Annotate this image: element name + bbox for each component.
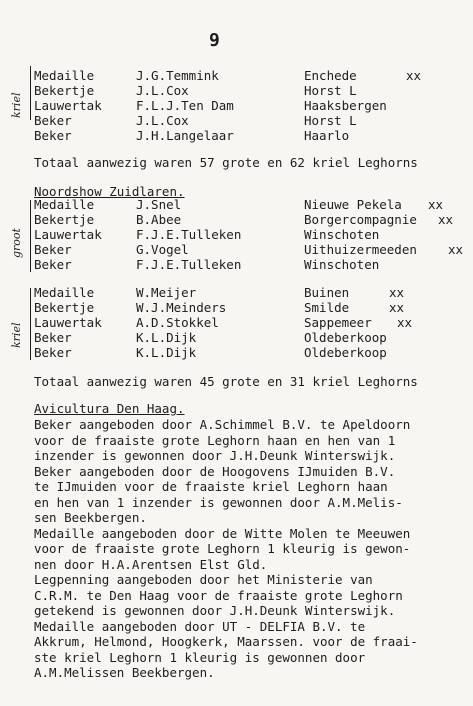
text-line: Medaille aangeboden door UT - DELFIA B.V. te <box>34 618 366 634</box>
section-title: Avicultura Den Haag. <box>34 401 185 416</box>
groot-bracket <box>30 200 31 272</box>
total-line: Totaal aanwezig waren 45 grote en 31 kriel Leghorns <box>34 374 418 389</box>
text-line: A.M.Melissen Beekbergen. <box>34 665 215 680</box>
kriel-side-label-2: kriel <box>10 322 23 348</box>
text-line: Beker aangeboden door de Hoogovens IJmuiden B.V. <box>34 463 396 479</box>
text-line: inzender is gewonnen door J.H.Deunk Winterswijk. <box>34 448 396 463</box>
page-number: 9 <box>209 30 220 51</box>
text-line: Medaille aangeboden door de Witte Molen te Meeuwen <box>34 525 411 541</box>
total-line: Totaal aanwezig waren 57 grote en 62 kriel Leghorns <box>34 155 418 170</box>
document-page: 9 kriel Medaille J.G.Temmink Enchede xx Bekertje J.L.Cox Horst L Lauwertak F.L.J.Ten Dam Haaksbergen Beker J.L.Cox Horst L Beker J.H.Langelaar Haarlo Totaal aanwezig waren 57 grote en 62 kriel Leghorns Noordshow Zuidlaren. groot Medaille J.Snel Nieuwe Pekela xx Bekertje B.Abee Borgercompagnie xx Lauwertak F.J.E.Tulleken Winschoten Beker G.Vogel Uithuizermeeden xx Beker F.J.E.Tulleken Winschoten kriel Medaille W.Meijer Buinen xx Bekertje W.J.Meinders Smilde xx Lauwertak A.D.Stokkel Sappemeer xx Beker K.L.Dijk Oldeberkoop Beker K.L.Dijk Oldeberkoop Totaal aanwezig waren 45 grote en 31 kriel Leghorns Avicultura Den Haag. Beker aangeboden door A.Schimmel B.V. te Apeldoorn voor de fraaiste grote Leghorn haan en hen van 1 inzender is gewonnen door J.H.Deunk Winterswijk. Beker aangeboden door de Hoogovens IJmuiden B.V. te IJmuiden voor de fraaiste kriel Leghorn haan en hen van 1 inzender is gewonnen door A.M.Melis- sen Beekbergen. Medaille aangeboden door de Witte Molen te Meeuwen voor de fraaiste grote Leghorn 1 kleurig is gewon- nen door H.A.Arentsen Elst Gld. Legpenning aangeboden door het Ministerie van C.R.M. te Den Haag voor de fraaiste grote Leghorn getekend is gewonnen door J.H.Deunk Winterswijk. Medaille aangeboden door UT - DELFIA B.V. te Akkrum, Helmond, Hoogkerk, Maarssen. voor de fraai- ste kriel Leghorn 1 kleurig is gewonnen door A.M.Melissen Beekbergen. <box>10 30 464 680</box>
groot-side-label: groot <box>10 228 23 258</box>
text-line: Legpenning aangeboden door het Ministerie van <box>34 572 373 587</box>
text-line: sen Beekbergen. <box>34 510 147 525</box>
text-line: nen door H.A.Arentsen Elst Gld. <box>34 556 268 572</box>
text-line: C.R.M. te Den Haag voor de fraaiste grote Leghorn <box>34 587 403 603</box>
body-paragraph <box>34 417 464 681</box>
text-line: te IJmuiden voor de fraaiste kriel Leghorn haan <box>34 479 388 494</box>
text-line: getekend is gewonnen door J.H.Deunk Winterswijk. <box>34 603 396 618</box>
text-line: voor de fraaiste grote Leghorn haan en hen van 1 <box>34 432 396 448</box>
kriel-bracket-2 <box>30 288 31 360</box>
kriel-bracket <box>30 66 31 120</box>
text-line: ste kriel Leghorn 1 kleurig is gewonnen door <box>34 649 366 665</box>
text-line: voor de fraaiste grote Leghorn 1 kleurig is gewon- <box>34 541 411 556</box>
text-line: Beker aangeboden door A.Schimmel B.V. te Apeldoorn <box>34 417 411 432</box>
text-line: en hen van 1 inzender is gewonnen door A.M.Melis- <box>34 494 403 510</box>
kriel-side-label: kriel <box>10 92 23 118</box>
text-line: Akkrum, Helmond, Hoogkerk, Maarssen. voor de fraai- <box>34 634 418 649</box>
section-title: Noordshow Zuidlaren. <box>34 184 185 199</box>
